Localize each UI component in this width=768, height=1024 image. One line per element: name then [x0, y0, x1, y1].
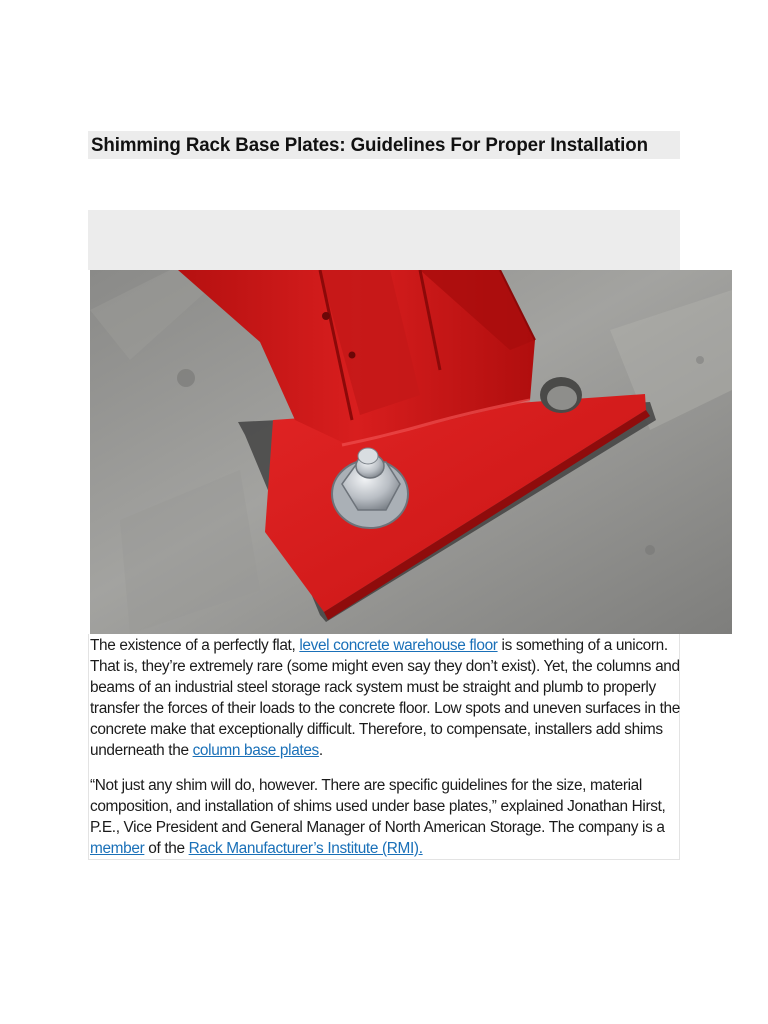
- article-paragraph-1: [90, 635, 680, 761]
- paragraph-1-text-a: The existence of a perfectly flat,: [90, 637, 300, 654]
- title-bar: [88, 131, 680, 159]
- rmi-link[interactable]: Rack Manufacturer’s Institute (RMI).: [188, 840, 423, 857]
- paragraph-2-text-a: “Not just any shim will do, however. There are specific guidelines for the size, material composition, and installation of shims used under base plates,” explained Jonathan Hirst, P.E., Vice President and General Manager of North American Storage. The company is a: [90, 777, 666, 836]
- base-plate-photo: [90, 270, 732, 634]
- column-base-plates-link[interactable]: column base plates: [192, 742, 319, 759]
- paragraph-2-text-b: of the: [144, 840, 189, 857]
- article-paragraph-2: [90, 775, 680, 859]
- level-concrete-floor-link[interactable]: level concrete warehouse floor: [299, 637, 498, 654]
- paragraph-1-text-b: is something of a unicorn. That is, they’re extremely rare (some might even say they don’t exist). Yet, the columns and beams of an industrial steel storage rack system must be straight and plumb to properly transfer the forces of their loads to the concrete floor. Low spots and uneven surfaces in the concrete make that exceptionally difficult. Therefore, to compensate, installers add shims underneath the: [90, 637, 680, 759]
- image-placeholder-band: [88, 210, 680, 270]
- article-title: Shimming Rack Base Plates: Guidelines For Proper Installation: [91, 134, 648, 156]
- paragraph-1-text-c: .: [318, 742, 323, 759]
- member-link[interactable]: member: [90, 840, 145, 857]
